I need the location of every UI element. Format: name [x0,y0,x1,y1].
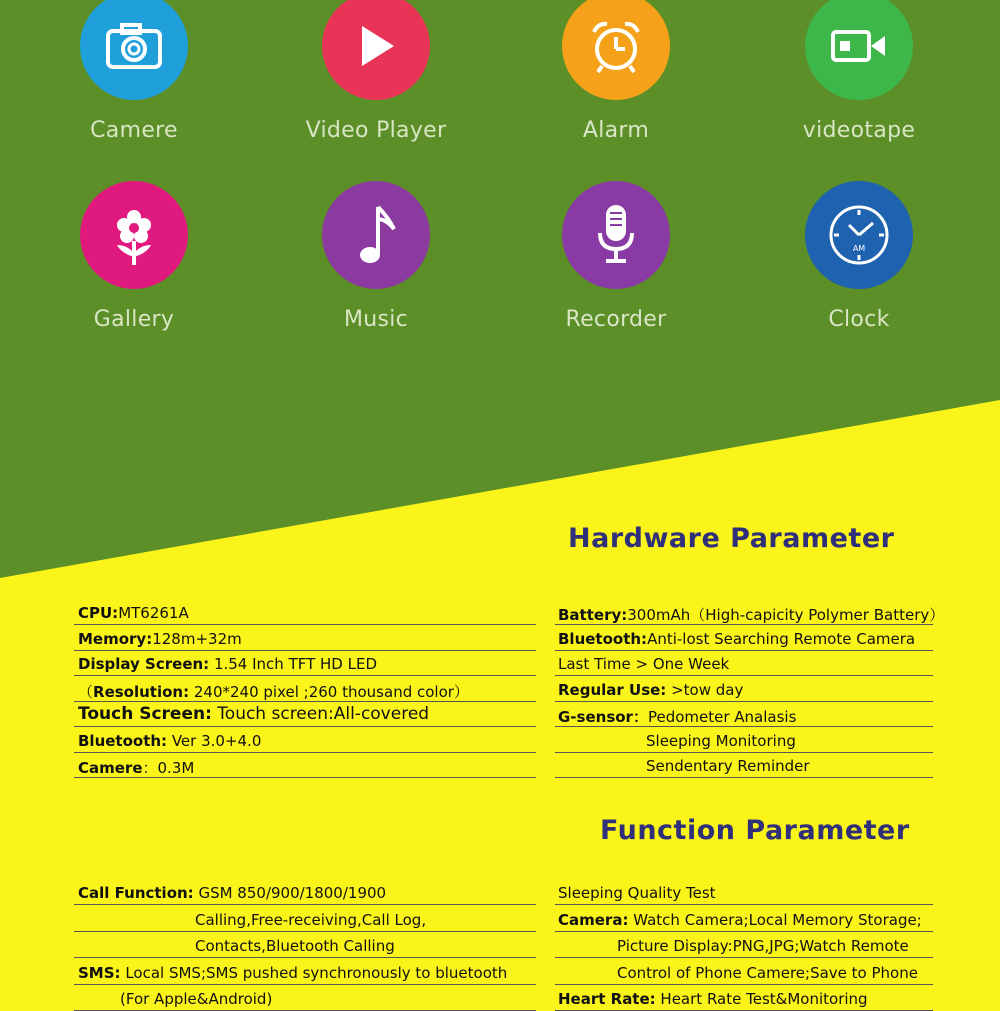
row-divider [555,904,933,905]
app-label-videotape: videotape [802,118,916,143]
row-divider [555,984,933,985]
row-key: CPU: [78,604,119,622]
row-key: Regular Use: [558,680,667,699]
hw-right-row [646,732,796,750]
fn-left-row [78,964,507,982]
fn-right-row [558,990,868,1008]
row-value: Local SMS;SMS pushed synchronously to bluetooth [120,963,508,982]
row-divider [74,957,536,958]
row-key: Heart Rate: [558,990,656,1008]
app-label-video-player: Video Player [305,118,447,143]
recorder-circle [562,181,670,289]
row-key: Bluetooth: [558,629,648,648]
hardware-parameter-title: Hardware Parameter [568,523,895,554]
row-value: (For Apple&Android) [120,990,273,1008]
app-clock[interactable] [779,181,939,332]
hw-right-row [558,604,944,625]
app-label-gallery: Gallery [93,307,175,332]
row-value: >tow day [666,680,744,699]
hw-left-row [78,704,429,724]
row-value: Sendentary Reminder [646,757,810,775]
hw-left-row [78,732,261,750]
clock-am-text: AM [852,244,866,253]
row-divider [74,752,536,753]
row-value: Touch screen:All-covered [211,704,430,724]
fn-right-row [617,964,918,982]
row-key: G-sensor： [558,708,648,726]
row-value: 1.54 Inch TFT HD LED [209,655,378,673]
row-divider [74,650,536,651]
row-value: Picture Display:PNG,JPG;Watch Remote [617,937,909,955]
row-value: 300mAh（High-capicity Polymer Battery） [627,606,945,624]
flower-icon [109,203,159,267]
row-value: Watch Camera;Local Memory Storage; [628,910,922,929]
app-label-clock: Clock [828,307,890,332]
row-value: Heart Rate Test&Monitoring [655,990,868,1008]
app-label-alarm: Alarm [582,118,650,143]
hw-left-row [78,681,469,702]
fn-left-row [195,911,426,929]
app-camera[interactable] [54,0,214,143]
row-value: ：0.3M [142,759,195,777]
fn-left-row [120,990,272,1008]
hw-right-row [558,655,729,673]
gallery-circle [80,181,188,289]
app-alarm[interactable] [536,0,696,143]
app-videotape[interactable] [779,0,939,143]
clock-icon [827,203,891,267]
microphone-icon [594,203,638,267]
row-value: 240*240 pixel ;260 thousand color） [189,682,469,701]
camera-icon [104,21,164,71]
hw-right-row [558,630,915,648]
app-label-recorder: Recorder [565,307,667,332]
alarm-circle [562,0,670,100]
row-value: Sleeping Quality Test [558,884,716,902]
hw-left-row [78,630,242,648]
row-value: Anti-lost Searching Remote Camera [647,629,916,648]
fn-left-row [195,937,395,955]
app-music[interactable] [296,181,456,332]
hw-right-row [558,706,796,727]
row-divider [555,675,933,676]
clock-circle [805,181,913,289]
row-divider [74,624,536,625]
row-divider [74,931,536,932]
row-value: Sleeping Monitoring [646,731,796,750]
row-value: Last Time > One Week [558,655,730,673]
row-value: Contacts,Bluetooth Calling [195,937,395,955]
row-key: Battery: [558,606,628,624]
app-gallery[interactable] [54,181,214,332]
function-parameter-title: Function Parameter [600,815,910,846]
row-divider [74,726,536,727]
video-player-circle [322,0,430,100]
hw-right-row [558,681,743,699]
hw-right-row [646,757,810,775]
row-value: MT6261A [118,604,189,622]
row-divider [555,650,933,651]
music-circle [322,181,430,289]
app-recorder[interactable] [536,181,696,332]
row-key: Call Function: [78,884,194,902]
row-key: Camere [78,759,143,777]
hw-left-row [78,604,189,622]
row-key: Touch Screen: [78,704,212,724]
app-label-camera: Camere [90,118,178,143]
hw-left-row [78,655,377,673]
app-label-music: Music [343,307,409,332]
row-divider [74,701,536,702]
alarm-icon [588,18,644,74]
app-video-player[interactable] [296,0,456,143]
row-divider [555,957,933,958]
row-key: SMS: [78,963,121,982]
row-divider [74,777,536,778]
row-divider [555,624,933,625]
row-prefix: （ [78,682,94,701]
camera-circle [80,0,188,100]
row-key: Memory: [78,629,153,648]
row-divider [555,752,933,753]
row-value: 128m+32m [152,629,242,648]
row-value: Pedometer Analasis [647,708,797,726]
row-value: Ver 3.0+4.0 [167,731,262,750]
music-note-icon [354,203,398,267]
row-key: Bluetooth: [78,731,168,750]
row-key: Resolution: [93,682,190,701]
row-divider [555,777,933,778]
hw-left-row [78,757,194,778]
fn-left-row [78,884,386,902]
videotape-circle [805,0,913,100]
row-divider [74,904,536,905]
video-camera-icon [829,26,889,66]
play-icon [356,24,396,68]
row-value: Control of Phone Camere;Save to Phone [617,963,918,982]
row-key: Camera: [558,910,629,929]
row-divider [555,726,933,727]
fn-right-row [617,937,909,955]
row-divider [74,984,536,985]
row-divider [555,931,933,932]
row-key: Display Screen: [78,655,210,673]
row-divider [555,701,933,702]
row-divider [74,675,536,676]
fn-right-row [558,884,716,902]
row-value: GSM 850/900/1800/1900 [193,884,387,902]
fn-right-row [558,911,922,929]
row-value: Calling,Free-receiving,Call Log, [195,910,427,929]
